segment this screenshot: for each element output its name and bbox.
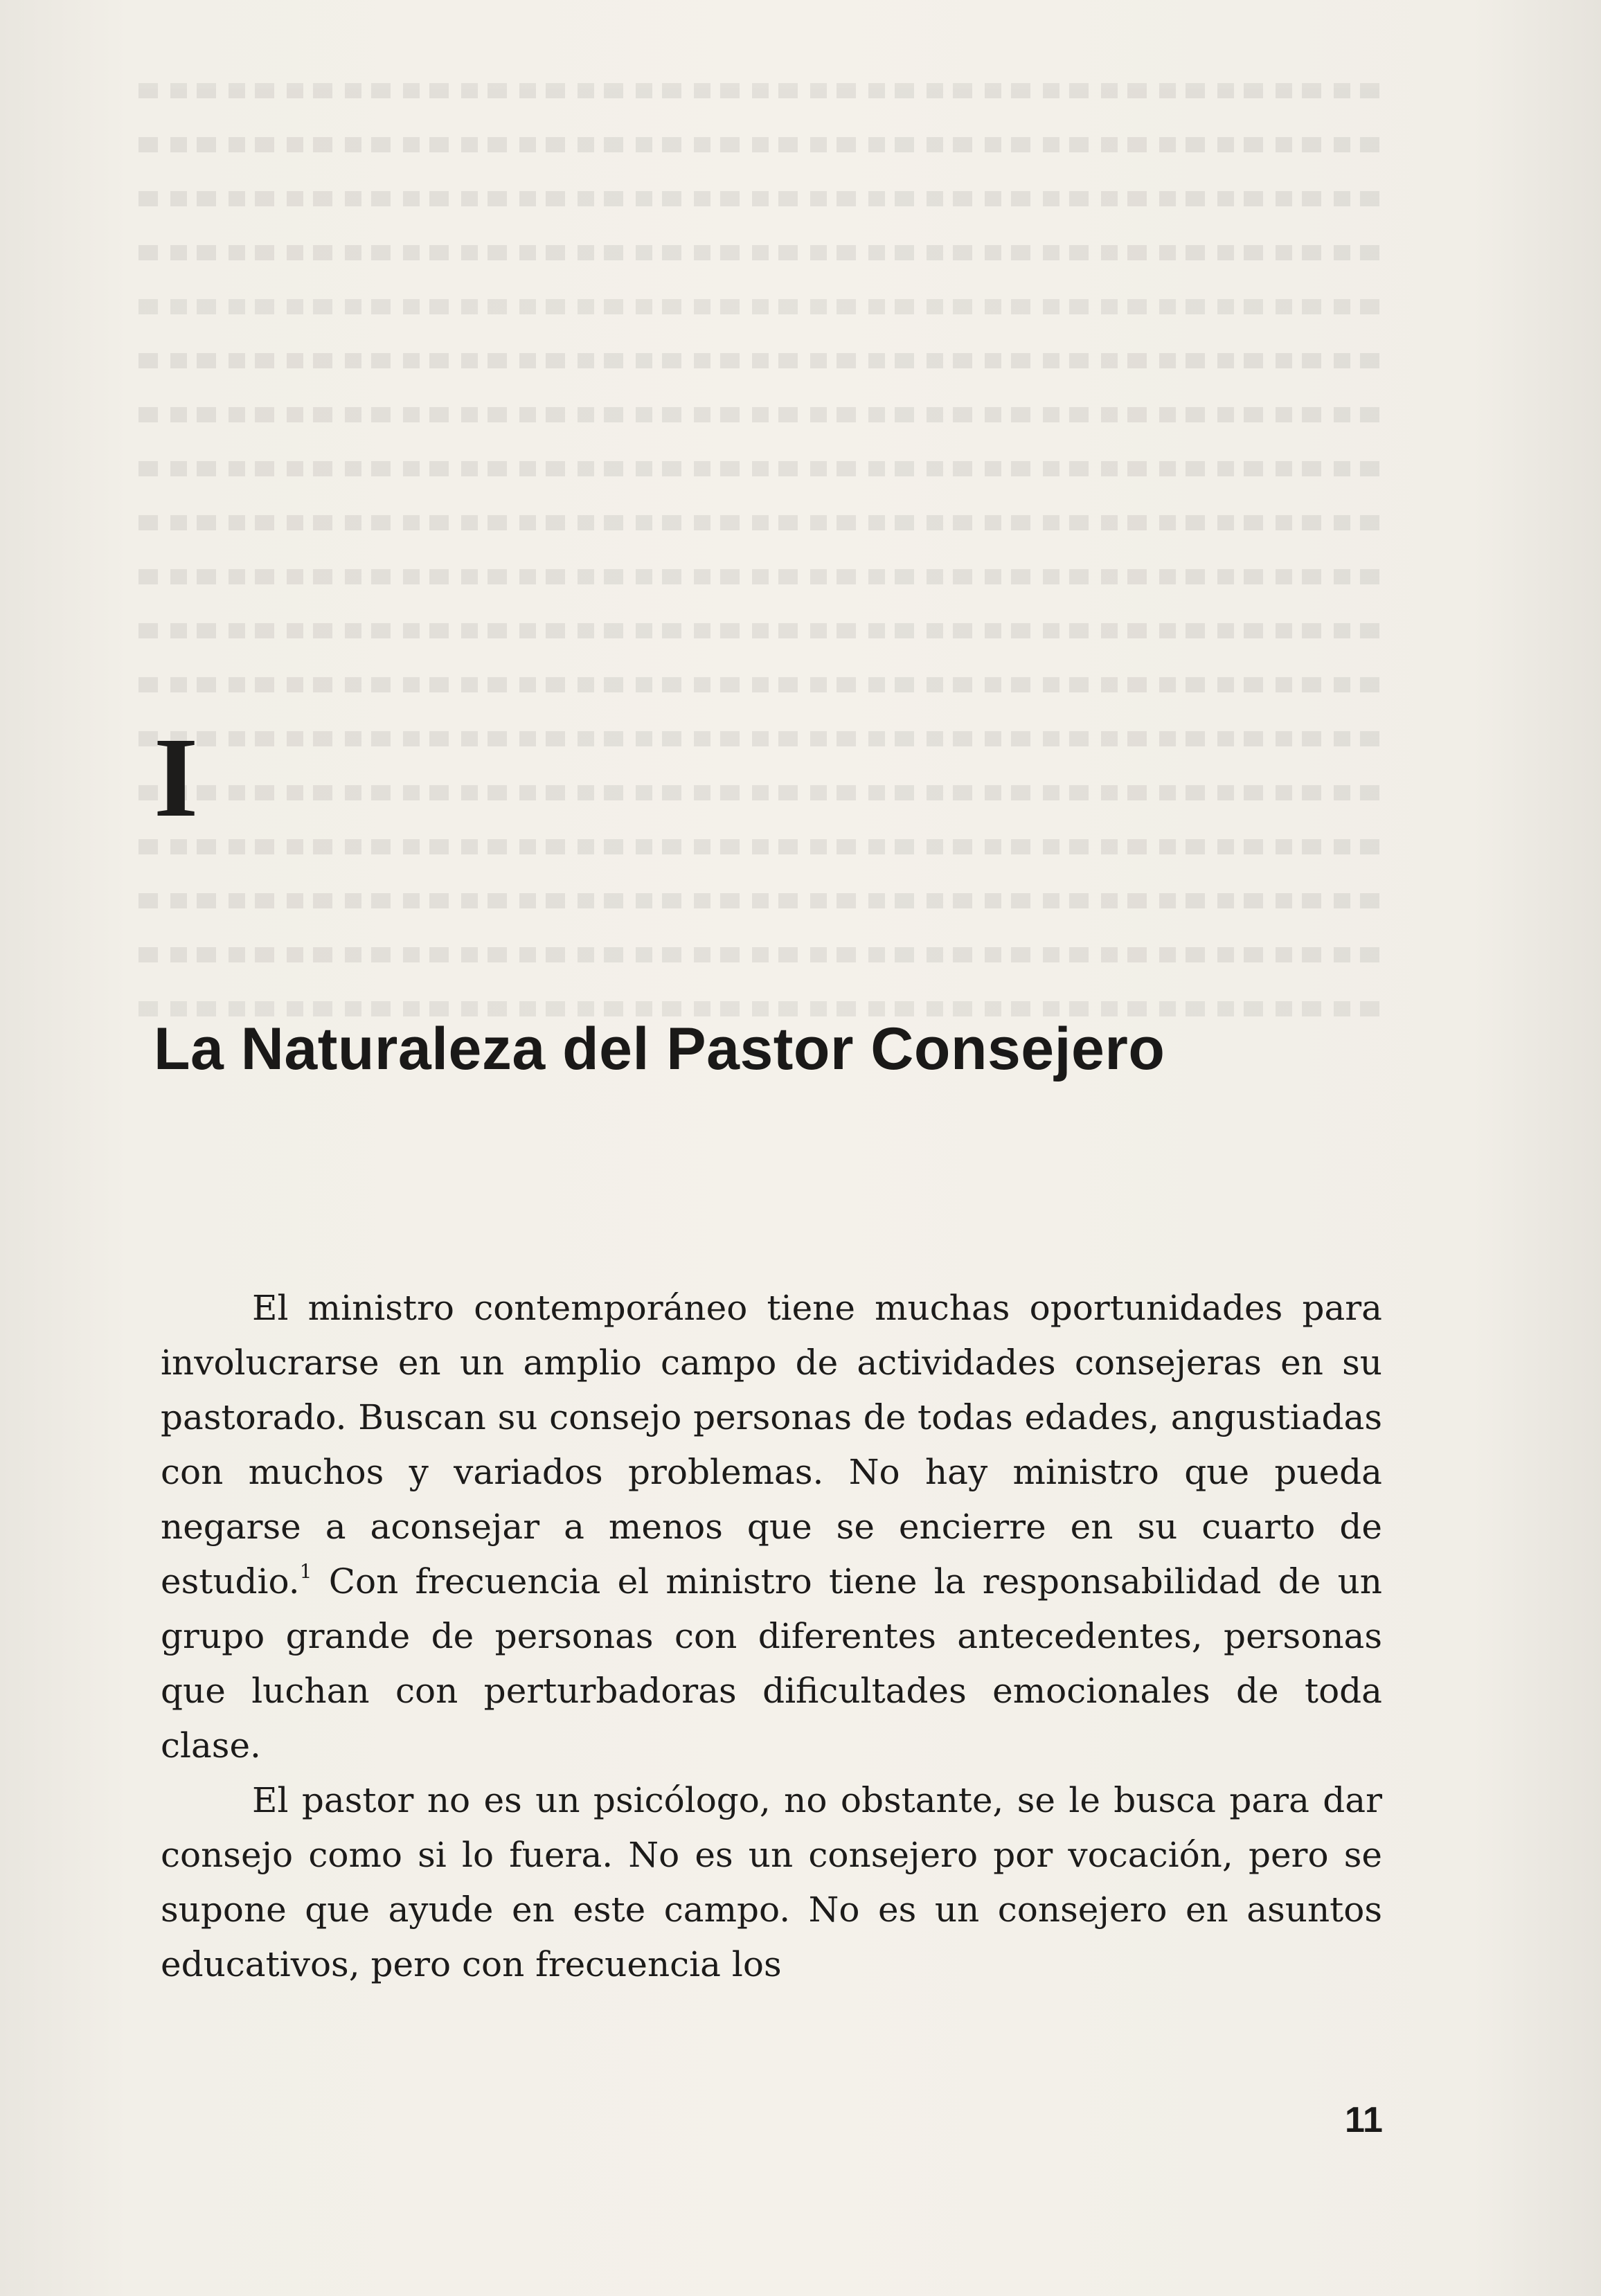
footnote-marker: 1 (299, 1560, 312, 1583)
chapter-title: La Naturaleza del Pastor Consejero (154, 1016, 1165, 1082)
chapter-number: I (154, 714, 199, 841)
body-text (161, 1281, 1382, 1992)
paragraph-2: El pastor no es un psicólogo, no obstante, se le busca para dar consejo como si lo fuera. No es un consejero por vocación, pero se supone que ayude en este campo. No es un consejero en asuntos educativos, pero con frecuencia los (161, 1780, 1382, 1984)
paragraph-1 (161, 1281, 1382, 1773)
bleed-through-texture (138, 83, 1385, 1052)
page-number: 11 (1345, 2100, 1383, 2140)
paragraph-1-continuation: Con frecuencia el ministro tiene la responsabilidad de un grupo grande de personas con diferentes antecedentes, personas que luchan con perturbadoras dificultades emocionales de toda clase. (161, 1561, 1382, 1766)
paragraph-1-text: El ministro contemporáneo tiene muchas oportunidades para involucrarse en un amplio campo de actividades consejeras en su pastorado. Buscan su consejo personas de todas edades, angustiadas con muchos y variados problemas. No hay ministro que pueda negarse a aconsejar a menos que se encierre en su cuarto de estudio. (161, 1288, 1382, 1602)
